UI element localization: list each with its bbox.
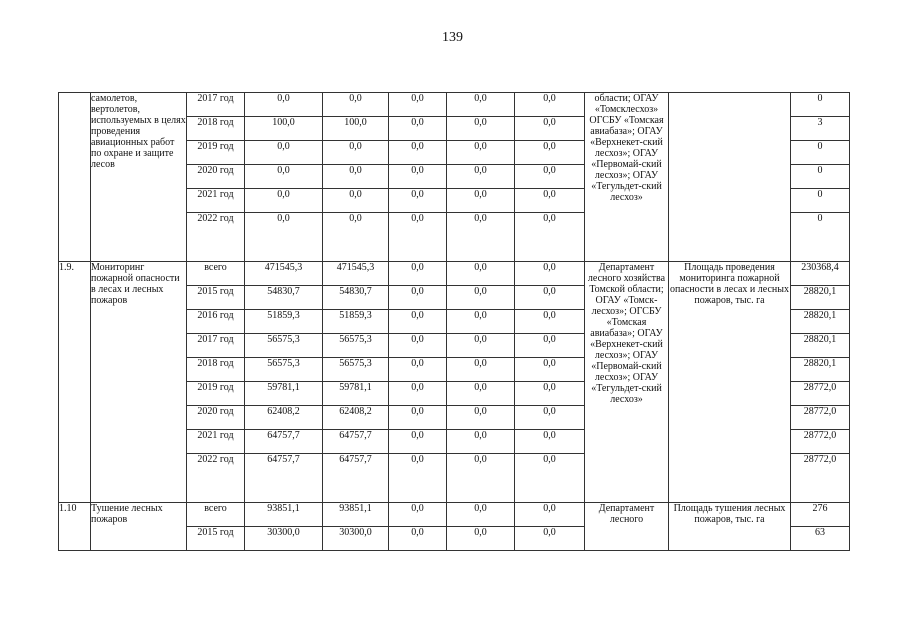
federal-cell: 0,0: [389, 503, 447, 527]
budget-cell: 471545,3: [323, 262, 389, 286]
indicator-value: 28772,0: [791, 382, 850, 406]
year-cell: 2015 год: [187, 286, 245, 310]
budget-cell: 56575,3: [323, 334, 389, 358]
year-cell: 2018 год: [187, 117, 245, 141]
local-cell: 0,0: [447, 93, 515, 117]
budget-cell: 0,0: [323, 213, 389, 262]
total-cell: 0,0: [245, 141, 323, 165]
row-index: 1.10: [59, 503, 91, 551]
local-cell: 0,0: [447, 358, 515, 382]
total-cell: 64757,7: [245, 454, 323, 503]
year-cell: 2015 год: [187, 527, 245, 551]
federal-cell: 0,0: [389, 286, 447, 310]
federal-cell: 0,0: [389, 93, 447, 117]
local-cell: 0,0: [447, 334, 515, 358]
other-cell: 0,0: [515, 382, 585, 406]
local-cell: 0,0: [447, 117, 515, 141]
indicator-value: 230368,4: [791, 262, 850, 286]
indicator-value: 28820,1: [791, 286, 850, 310]
other-cell: 0,0: [515, 189, 585, 213]
indicator-value: 0: [791, 213, 850, 262]
year-cell: всего: [187, 262, 245, 286]
federal-cell: 0,0: [389, 213, 447, 262]
row-index: 1.9.: [59, 262, 91, 503]
budget-cell: 59781,1: [323, 382, 389, 406]
total-cell: 100,0: [245, 117, 323, 141]
table-row: [59, 262, 850, 286]
program-table: [58, 92, 850, 551]
federal-cell: 0,0: [389, 527, 447, 551]
total-cell: 64757,7: [245, 430, 323, 454]
year-cell: 2016 год: [187, 310, 245, 334]
indicator-name: [669, 93, 791, 262]
year-cell: 2022 год: [187, 454, 245, 503]
year-cell: 2020 год: [187, 406, 245, 430]
page-number: 139: [442, 30, 463, 45]
indicator-value: 0: [791, 165, 850, 189]
table-body: [59, 93, 850, 551]
year-cell: 2018 год: [187, 358, 245, 382]
other-cell: 0,0: [515, 262, 585, 286]
total-cell: 59781,1: [245, 382, 323, 406]
local-cell: 0,0: [447, 165, 515, 189]
local-cell: 0,0: [447, 213, 515, 262]
year-cell: всего: [187, 503, 245, 527]
budget-cell: 30300,0: [323, 527, 389, 551]
total-cell: 54830,7: [245, 286, 323, 310]
responsible-organization: Департамент лесного хозяйства Томской области; ОГАУ «Томск-лесхоз»; ОГСБУ «Томская авиабаза»; ОГАУ «Верхнекет-ский лесхоз»; ОГАУ «Первомай-ский лесхоз»; ОГАУ «Тегульдет-ский лесхоз»: [585, 262, 669, 503]
federal-cell: 0,0: [389, 358, 447, 382]
table-row: [59, 503, 850, 527]
responsible-organization: области; ОГАУ «Томсклесхоз» ОГСБУ «Томская авиабаза»; ОГАУ «Верхнекет-ский лесхоз»; ОГАУ «Первомай-ский лесхоз»; ОГАУ «Тегульдет-ский лесхоз»: [585, 93, 669, 262]
budget-cell: 64757,7: [323, 454, 389, 503]
budget-cell: 56575,3: [323, 358, 389, 382]
budget-cell: 51859,3: [323, 310, 389, 334]
total-cell: 0,0: [245, 213, 323, 262]
local-cell: 0,0: [447, 189, 515, 213]
activity-name: Мониторинг пожарной опасности в лесах и лесных пожаров: [91, 262, 187, 503]
local-cell: 0,0: [447, 430, 515, 454]
year-cell: 2021 год: [187, 430, 245, 454]
budget-cell: 54830,7: [323, 286, 389, 310]
federal-cell: 0,0: [389, 406, 447, 430]
federal-cell: 0,0: [389, 262, 447, 286]
total-cell: 56575,3: [245, 334, 323, 358]
other-cell: 0,0: [515, 358, 585, 382]
other-cell: 0,0: [515, 117, 585, 141]
indicator-value: 28820,1: [791, 334, 850, 358]
indicator-value: 28820,1: [791, 358, 850, 382]
total-cell: 0,0: [245, 189, 323, 213]
indicator-value: 28772,0: [791, 430, 850, 454]
local-cell: 0,0: [447, 503, 515, 527]
budget-cell: 100,0: [323, 117, 389, 141]
federal-cell: 0,0: [389, 382, 447, 406]
indicator-value: 3: [791, 117, 850, 141]
indicator-value: 63: [791, 527, 850, 551]
other-cell: 0,0: [515, 141, 585, 165]
responsible-organization: Департамент лесного: [585, 503, 669, 551]
federal-cell: 0,0: [389, 454, 447, 503]
total-cell: 471545,3: [245, 262, 323, 286]
federal-cell: 0,0: [389, 189, 447, 213]
total-cell: 30300,0: [245, 527, 323, 551]
total-cell: 51859,3: [245, 310, 323, 334]
federal-cell: 0,0: [389, 165, 447, 189]
budget-cell: 0,0: [323, 141, 389, 165]
other-cell: 0,0: [515, 286, 585, 310]
total-cell: 56575,3: [245, 358, 323, 382]
budget-cell: 0,0: [323, 165, 389, 189]
total-cell: 62408,2: [245, 406, 323, 430]
indicator-value: 28772,0: [791, 454, 850, 503]
other-cell: 0,0: [515, 213, 585, 262]
year-cell: 2019 год: [187, 382, 245, 406]
budget-cell: 0,0: [323, 93, 389, 117]
total-cell: 0,0: [245, 93, 323, 117]
local-cell: 0,0: [447, 286, 515, 310]
table-row: [59, 93, 850, 117]
federal-cell: 0,0: [389, 310, 447, 334]
local-cell: 0,0: [447, 310, 515, 334]
year-cell: 2022 год: [187, 213, 245, 262]
indicator-value: 276: [791, 503, 850, 527]
budget-cell: 0,0: [323, 189, 389, 213]
other-cell: 0,0: [515, 527, 585, 551]
local-cell: 0,0: [447, 141, 515, 165]
local-cell: 0,0: [447, 406, 515, 430]
federal-cell: 0,0: [389, 117, 447, 141]
local-cell: 0,0: [447, 382, 515, 406]
federal-cell: 0,0: [389, 334, 447, 358]
activity-name: самолетов, вертолетов, используемых в целях проведения авиационных работ по охране и защите лесов: [91, 93, 187, 262]
year-cell: 2021 год: [187, 189, 245, 213]
total-cell: 0,0: [245, 165, 323, 189]
row-index: [59, 93, 91, 262]
indicator-name: Площадь тушения лесных пожаров, тыс. га: [669, 503, 791, 551]
other-cell: 0,0: [515, 430, 585, 454]
total-cell: 93851,1: [245, 503, 323, 527]
local-cell: 0,0: [447, 527, 515, 551]
other-cell: 0,0: [515, 165, 585, 189]
indicator-name: Площадь проведения мониторинга пожарной опасности в лесах и лесных пожаров, тыс. га: [669, 262, 791, 503]
other-cell: 0,0: [515, 503, 585, 527]
local-cell: 0,0: [447, 262, 515, 286]
other-cell: 0,0: [515, 93, 585, 117]
budget-cell: 62408,2: [323, 406, 389, 430]
indicator-value: 0: [791, 93, 850, 117]
indicator-value: 28772,0: [791, 406, 850, 430]
budget-cell: 93851,1: [323, 503, 389, 527]
year-cell: 2017 год: [187, 334, 245, 358]
federal-cell: 0,0: [389, 430, 447, 454]
local-cell: 0,0: [447, 454, 515, 503]
other-cell: 0,0: [515, 310, 585, 334]
year-cell: 2019 год: [187, 141, 245, 165]
indicator-value: 0: [791, 141, 850, 165]
other-cell: 0,0: [515, 454, 585, 503]
year-cell: 2020 год: [187, 165, 245, 189]
budget-cell: 64757,7: [323, 430, 389, 454]
federal-cell: 0,0: [389, 141, 447, 165]
year-cell: 2017 год: [187, 93, 245, 117]
indicator-value: 0: [791, 189, 850, 213]
other-cell: 0,0: [515, 406, 585, 430]
other-cell: 0,0: [515, 334, 585, 358]
activity-name: Тушение лесных пожаров: [91, 503, 187, 551]
indicator-value: 28820,1: [791, 310, 850, 334]
